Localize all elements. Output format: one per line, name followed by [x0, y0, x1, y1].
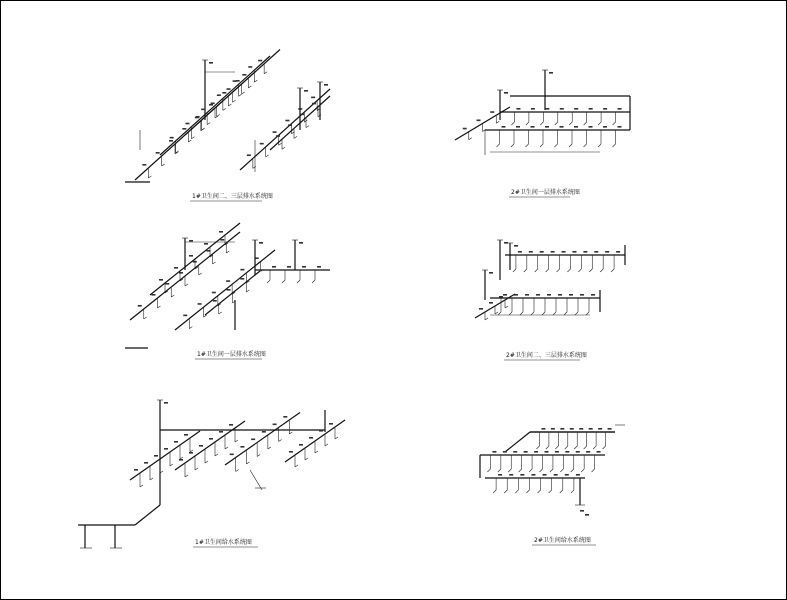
- pipe-label-tag: [211, 103, 215, 105]
- pipe-label-tag: [240, 269, 244, 271]
- pipe-label-tag: [490, 111, 494, 113]
- pipe-label-tag: [222, 92, 226, 94]
- pipe-label-tag: [309, 437, 313, 439]
- pipe-label-tag: [174, 267, 178, 269]
- pipe-label-tag: [289, 451, 293, 453]
- pipe-label-tag: [547, 294, 551, 296]
- pipe-label-tag: [576, 474, 580, 476]
- pipe-label-tag: [258, 60, 262, 62]
- pipe-label-tag: [618, 126, 622, 128]
- pipe-label-tag: [576, 451, 580, 453]
- diagram-1-caption: 1#卫生间二、三层排水系统图: [192, 193, 273, 200]
- pipe-label-tag: [503, 451, 507, 453]
- pipe-label-tag: [551, 428, 555, 430]
- pipe-label-tag: [184, 434, 188, 436]
- pipe-label-tag: [217, 94, 221, 96]
- pipe-label-tag: [499, 296, 503, 298]
- pipe-label-tag: [509, 474, 513, 476]
- pipe-label-tag: [319, 430, 323, 432]
- pipe-label-tag: [516, 108, 520, 110]
- elevation-tag: [209, 62, 213, 64]
- elevation-tag: [489, 272, 493, 274]
- pipe-label-tag: [299, 444, 303, 446]
- pipe-label-tag: [189, 452, 193, 454]
- pipe-label-tag: [589, 126, 593, 128]
- pipe-label-tag: [531, 474, 535, 476]
- pipe-label-tag: [545, 126, 549, 128]
- elevation-tag: [189, 240, 193, 242]
- pipe-label-tag: [204, 243, 208, 245]
- sheet-border: [1, 1, 787, 600]
- pipe-label-tag: [248, 66, 252, 68]
- pipe-label-tag: [251, 439, 255, 441]
- pipe-label-tag: [183, 315, 187, 317]
- pipe-label-tag: [154, 455, 158, 457]
- pipe-label-tag: [152, 294, 156, 296]
- pipe-label-tag: [536, 294, 540, 296]
- pipe-label-tag: [583, 251, 587, 253]
- pipe-label-tag: [555, 451, 559, 453]
- pipe-label-tag: [541, 428, 545, 430]
- pipe-label-tag: [242, 74, 246, 76]
- pipe-label-tag: [574, 108, 578, 110]
- pipe-label-tag: [182, 128, 186, 130]
- pipe-label-tag: [273, 131, 277, 133]
- pipe-label-tag: [138, 305, 142, 307]
- pipe-label-tag: [589, 108, 593, 110]
- pipe-label-tag: [272, 266, 276, 268]
- pipe-label-tag: [591, 294, 595, 296]
- pipe-label-tag: [285, 120, 289, 122]
- diagram-4-caption: 2#卫生间二、三层排水系统图: [506, 352, 587, 359]
- pipe-label-tag: [185, 123, 189, 125]
- pipe-label-tag: [531, 108, 535, 110]
- pipe-label-tag: [212, 292, 216, 294]
- pipe-label-tag: [545, 108, 549, 110]
- pipe-label-tag: [159, 279, 163, 281]
- pipe-label-tag: [540, 251, 544, 253]
- pipe-label-tag: [503, 294, 507, 296]
- pipe-label-tag: [220, 239, 224, 241]
- pipe-label-tag: [560, 428, 564, 430]
- pipe-label-tag: [233, 80, 237, 82]
- elevation-tag: [299, 242, 303, 244]
- pipe-label-tag: [586, 451, 590, 453]
- pipe-label-tag: [554, 474, 558, 476]
- elevation-tag: [259, 242, 263, 244]
- pipe-label-tag: [227, 289, 231, 291]
- pipe-label-tag: [329, 423, 333, 425]
- pipe-label-tag: [311, 97, 315, 99]
- pipe-label-tag: [565, 451, 569, 453]
- pipe-label-tag: [498, 474, 502, 476]
- pipe-label-tag: [174, 441, 178, 443]
- diagram-5-caption: 1#卫生间给水系统图: [195, 539, 252, 546]
- diagram-2-caption: 2#卫生间一层排水系统图: [511, 189, 580, 196]
- pipe-label-tag: [227, 88, 231, 90]
- pipe-label-tag: [317, 266, 321, 268]
- pipe-label-tag: [570, 428, 574, 430]
- pipe-label-tag: [260, 143, 264, 145]
- pipe-label-tag: [572, 251, 576, 253]
- pipe-label-tag: [569, 294, 573, 296]
- pipe-label-tag: [616, 251, 620, 253]
- pipe-label-tag: [230, 454, 234, 456]
- pipe-label-tag: [551, 251, 555, 253]
- diagram-3-caption: 1#卫生间一层排水系统图: [197, 351, 266, 358]
- pipe-label-tag: [603, 126, 607, 128]
- pipe-label-tag: [516, 126, 520, 128]
- pipe-label-tag: [524, 451, 528, 453]
- pipe-label-tag: [283, 416, 287, 418]
- pipe-label-tag: [565, 474, 569, 476]
- pipe-label-tag: [585, 514, 589, 516]
- pipe-label-tag: [560, 108, 564, 110]
- pipe-label-tag: [179, 272, 183, 274]
- pipe-label-tag: [240, 446, 244, 448]
- pipe-label-tag: [618, 108, 622, 110]
- pipe-label-tag: [492, 451, 496, 453]
- pipe-label-tag: [219, 431, 223, 433]
- pipe-label-tag: [195, 117, 199, 119]
- pipe-label-tag: [287, 266, 291, 268]
- pipe-label-tag: [198, 303, 202, 305]
- pipe-label-tag: [240, 278, 244, 280]
- elevation-tag: [549, 72, 553, 74]
- diagram-6-caption: 2#卫生间给水系统图: [534, 537, 591, 544]
- elevation-tag: [304, 90, 308, 92]
- pipe-label-tag: [502, 126, 506, 128]
- pipe-label-tag: [608, 428, 612, 430]
- pipe-label-tag: [518, 251, 522, 253]
- pipe-label-tag: [603, 108, 607, 110]
- pipe-label-tag: [589, 428, 593, 430]
- pipe-label-tag: [489, 302, 493, 304]
- pipe-label-tag: [312, 103, 316, 105]
- elevation-tag: [164, 402, 168, 404]
- pipe-label-tag: [477, 120, 481, 122]
- pipe-label-tag: [134, 469, 138, 471]
- pipe-label-tag: [199, 445, 203, 447]
- pipe-label-tag: [560, 126, 564, 128]
- pipe-label-tag: [562, 251, 566, 253]
- pipe-label-tag: [201, 109, 205, 111]
- pipe-label-tag: [219, 231, 223, 233]
- pipe-label-tag: [558, 294, 562, 296]
- pipe-label-tag: [165, 283, 169, 285]
- pipe-label-tag: [463, 128, 467, 130]
- pipe-label-tag: [164, 448, 168, 450]
- pipe-label-tag: [189, 255, 193, 257]
- pipe-label-tag: [213, 300, 217, 302]
- pipe-label-tag: [169, 140, 173, 142]
- pipe-label-tag: [534, 451, 538, 453]
- pipe-label-tag: [579, 428, 583, 430]
- pipe-label-tag: [513, 451, 517, 453]
- pipe-label-tag: [179, 459, 183, 461]
- pipe-label-tag: [209, 438, 213, 440]
- pipe-label-tag: [247, 154, 251, 156]
- pipe-label-tag: [273, 424, 277, 426]
- pipe-label-tag: [229, 424, 233, 426]
- pipe-label-tag: [525, 294, 529, 296]
- pipe-label-tag: [144, 462, 148, 464]
- pipe-label-tag: [574, 126, 578, 128]
- pipe-label-tag: [262, 431, 266, 433]
- pipe-label-tag: [545, 451, 549, 453]
- pipe-label-tag: [209, 104, 213, 106]
- elevation-tag: [324, 84, 328, 86]
- pipe-label-tag: [276, 135, 280, 137]
- pipe-label-tag: [529, 251, 533, 253]
- pipe-label-tag: [605, 251, 609, 253]
- pipe-label-tag: [142, 164, 146, 166]
- pipe-label-tag: [598, 428, 602, 430]
- pipe-label-tag: [580, 510, 584, 512]
- pipe-label-tag: [479, 308, 483, 310]
- pipe-label-tag: [594, 251, 598, 253]
- pipe-label-tag: [288, 124, 292, 126]
- pipe-label-tag: [597, 451, 601, 453]
- pipe-label-tag: [226, 280, 230, 282]
- pipe-label-tag: [531, 126, 535, 128]
- pipe-label-tag: [520, 474, 524, 476]
- pipe-label-tag: [580, 294, 584, 296]
- pipe-label-tag: [543, 474, 547, 476]
- elevation-tag: [514, 245, 518, 247]
- pipe-label-tag: [170, 137, 174, 139]
- pipe-label-tag: [302, 266, 306, 268]
- pipe-label-tag: [156, 152, 160, 154]
- elevation-tag: [504, 92, 508, 94]
